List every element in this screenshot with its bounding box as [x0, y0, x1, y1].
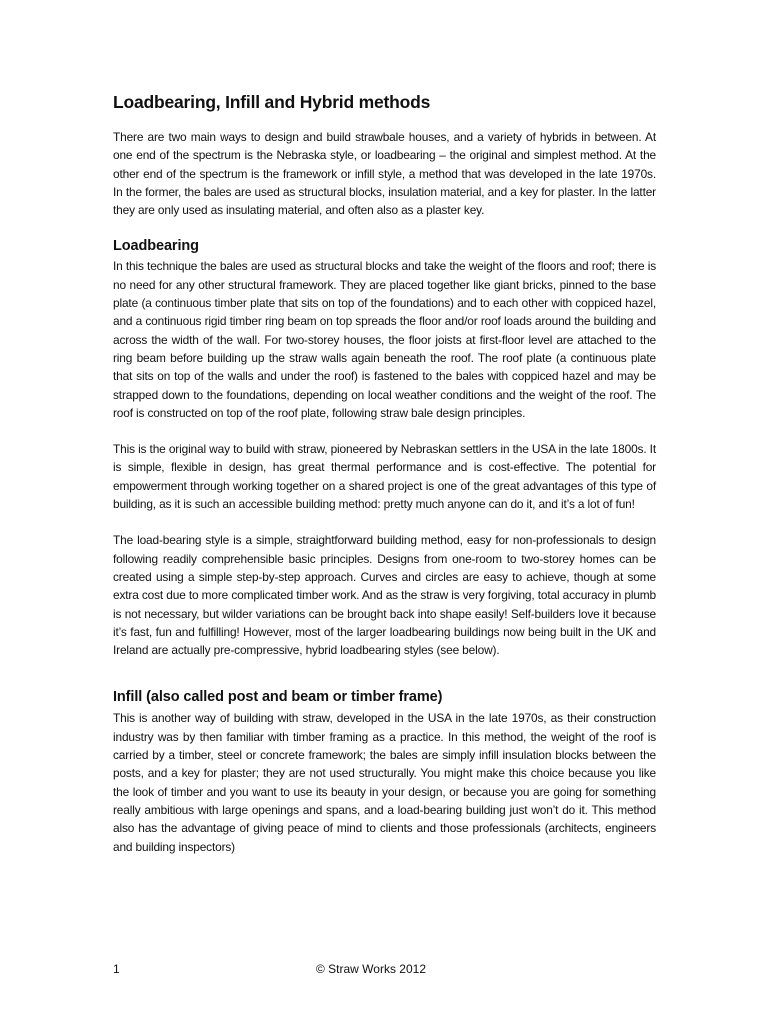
- page-number: 1: [113, 962, 120, 976]
- section-heading-loadbearing: Loadbearing: [113, 238, 199, 255]
- copyright-notice: © Straw Works 2012: [316, 962, 426, 976]
- loadbearing-paragraph-3: The load-bearing style is a simple, straightforward building method, easy for non-professionals to design following readily comprehensible basic principles. Designs from one-room to two-storey homes can be created using a simple step-by-step approach. Curves and circles are easy to achieve, though at some extra cost due to more complicated timber work. And as the straw is very forgiving, total accuracy in plumb is not necessary, but wilder variations can be brought back into shape easily! Self-builders love it because it’s fast, fun and fulfilling! However, most of the larger loadbearing buildings now being built in the UK and Ireland are actually pre-compressive, hybrid loadbearing styles (see below).: [113, 533, 656, 658]
- intro-paragraph: There are two main ways to design and build strawbale houses, and a variety of hybrids in between. At one end of the spectrum is the Nebraska style, or loadbearing – the original and simplest method. At the other end of the spectrum is the framework or infill style, a method that was developed in the late 1970s. In the former, the bales are used as structural blocks, insulation material, and a key for plaster. In the latter they are only used as insulating material, and often also as a plaster key.: [113, 130, 656, 218]
- loadbearing-paragraph-2: This is the original way to build with straw, pioneered by Nebraskan settlers in the USA in the late 1800s. It is simple, flexible in design, has great thermal performance and is cost-effective. The potential for empowerment through working together on a shared project is one of the great advantages of this type of building, as it is such an accessible building method: pretty much anyone can do it, and it’s a lot of fun!: [113, 442, 656, 512]
- page-content: [113, 91, 656, 856]
- infill-paragraph-1: This is another way of building with straw, developed in the USA in the late 1970s, as their construction industry was by then familiar with timber framing as a practice. In this method, the weight of the roof is carried by a timber, steel or concrete framework; the bales are simply infill insulation blocks between the posts, and a key for plaster; they are not used structurally. You might make this choice because you like the look of timber and you want to use its beauty in your design, or because you are going for something really ambitious with large openings and spans, and a load-bearing building just won’t do it. This method also has the advantage of giving peace of mind to clients and those professionals (architects, engineers and building inspectors): [113, 711, 656, 854]
- section-heading-infill: Infill (also called post and beam or timber frame): [113, 689, 443, 706]
- loadbearing-paragraph-1: In this technique the bales are used as structural blocks and take the weight of the floors and roof; there is no need for any other structural framework. They are placed together like giant bricks, pinned to the base plate (a continuous timber plate that sits on top of the foundations) and to each other with coppiced hazel, and a continuous rigid timber ring beam on top spreads the floor and/or roof loads around the building and across the width of the wall. For two-storey houses, the floor joists at first-floor level are attached to the ring beam before building up the straw walls again beneath the roof. The roof plate (a continuous plate that sits on top of the walls and under the roof) is fastened to the bales with coppiced hazel and may be strapped down to the foundations, depending on local weather conditions and the weight of the roof. The roof is constructed on top of the roof plate, following straw bale design principles.: [113, 259, 656, 420]
- page-title: Loadbearing, Infill and Hybrid methods: [113, 92, 431, 112]
